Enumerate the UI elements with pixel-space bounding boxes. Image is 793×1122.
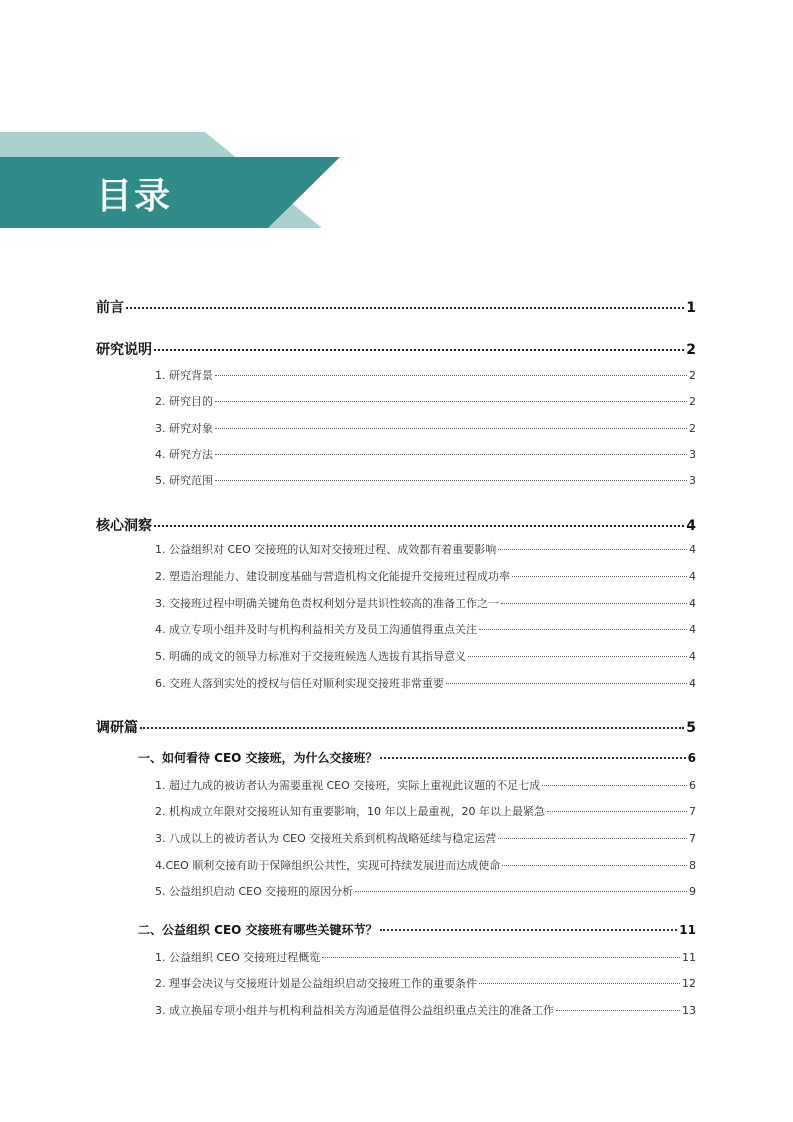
toc-label: 4.CEO 顺利交接有助于保障组织公共性，实现可持续发展进而达成使命 <box>155 859 501 872</box>
toc-subitem[interactable] <box>155 857 696 873</box>
toc-subitem[interactable] <box>155 541 696 557</box>
dot-leader <box>468 656 687 657</box>
toc-page-number: 4 <box>689 623 696 636</box>
dot-leader <box>215 401 687 402</box>
toc-label: 调研篇 <box>96 720 138 736</box>
toc-label: 1. 公益组织 CEO 交接班过程概览 <box>155 951 321 964</box>
dot-leader <box>355 891 687 892</box>
toc-subitem[interactable] <box>155 648 696 664</box>
banner-shapes <box>0 0 793 260</box>
page-title: 目录 <box>96 175 173 217</box>
toc-subitem[interactable] <box>155 446 696 462</box>
dot-leader <box>215 375 687 376</box>
toc-page-number: 6 <box>689 779 696 792</box>
toc-label: 5. 研究范围 <box>155 474 213 487</box>
toc-page-number: 9 <box>689 885 696 898</box>
toc-label: 2. 机构成立年限对交接班认知有重要影响，10 年以上最重视，20 年以上最紧急 <box>155 805 545 818</box>
toc-page-number: 4 <box>689 650 696 663</box>
toc-page-number: 7 <box>689 832 696 845</box>
toc-page-number: 7 <box>689 805 696 818</box>
toc-page-number: 8 <box>689 859 696 872</box>
toc-label: 4. 成立专项小组并及时与机构利益相关方及员工沟通值得重点关注 <box>155 623 477 636</box>
toc-page-number: 2 <box>689 369 696 382</box>
toc-subitem[interactable] <box>155 621 696 637</box>
toc-label: 2. 塑造治理能力、建设制度基础与营造机构文化能提升交接班过程成功率 <box>155 570 510 583</box>
dot-leader <box>479 983 680 984</box>
toc-subitem[interactable] <box>155 830 696 846</box>
toc-label: 5. 公益组织启动 CEO 交接班的原因分析 <box>155 885 354 898</box>
toc-label: 1. 超过九成的被访者认为需要重视 CEO 交接班，实际上重视此议题的不足七成 <box>155 779 541 792</box>
toc-section[interactable] <box>138 921 696 938</box>
toc-subitem[interactable] <box>155 883 696 899</box>
toc-subitem[interactable] <box>155 420 696 436</box>
toc-label: 1. 公益组织对 CEO 交接班的认知对交接班过程、成效都有着重要影响 <box>155 543 497 556</box>
toc-chapter[interactable] <box>96 515 696 535</box>
toc-label: 3. 交接班过程中明确关键角色责权利划分是共识性较高的准备工作之一 <box>155 597 499 610</box>
toc-page-number: 4 <box>686 518 696 534</box>
toc-page-number: 2 <box>686 342 696 358</box>
dot-leader <box>479 629 687 630</box>
toc-label: 6. 交班人落到实处的授权与信任对顺利实现交接班非常重要 <box>155 677 444 690</box>
dot-leader <box>215 454 687 455</box>
dot-leader <box>215 428 687 429</box>
toc-page-number: 4 <box>689 543 696 556</box>
toc-subitem[interactable] <box>155 472 696 488</box>
toc-page-number: 4 <box>689 677 696 690</box>
dot-leader <box>512 576 687 577</box>
toc-page-number: 6 <box>687 751 696 765</box>
dot-leader <box>380 757 686 759</box>
dot-leader <box>380 929 678 931</box>
toc-page-number: 11 <box>682 951 696 964</box>
dot-leader <box>126 307 684 309</box>
dot-leader <box>322 957 680 958</box>
toc-label: 4. 研究方法 <box>155 448 213 461</box>
toc-label: 2. 理事会决议与交接班计划是公益组织启动交接班工作的重要条件 <box>155 977 477 990</box>
toc-page-number: 4 <box>689 570 696 583</box>
dot-leader <box>446 683 687 684</box>
toc-page-number: 11 <box>679 923 696 937</box>
toc-page-number: 2 <box>689 395 696 408</box>
toc-label: 核心洞察 <box>96 518 152 534</box>
toc-page-number: 4 <box>689 597 696 610</box>
dot-leader <box>501 603 687 604</box>
toc-subitem[interactable] <box>155 777 696 793</box>
toc-label: 1. 研究背景 <box>155 369 213 382</box>
toc-subitem[interactable] <box>155 949 696 965</box>
toc-chapter[interactable] <box>96 297 696 317</box>
dot-leader <box>154 525 684 527</box>
toc-label: 二、公益组织 CEO 交接班有哪些关键环节？ <box>138 923 378 937</box>
dot-leader <box>140 727 684 729</box>
dot-leader <box>542 785 687 786</box>
toc-label: 3. 研究对象 <box>155 422 213 435</box>
toc-chapter[interactable] <box>96 339 696 359</box>
toc-label: 2. 研究目的 <box>155 395 213 408</box>
toc-page-number: 13 <box>682 1004 696 1017</box>
header-banner <box>0 0 793 260</box>
toc-page-number: 5 <box>686 720 696 736</box>
dot-leader <box>502 865 687 866</box>
toc-section[interactable] <box>138 749 696 766</box>
toc-page-number: 3 <box>689 474 696 487</box>
toc-label: 3. 成立换届专项小组并与机构利益相关方沟通是值得公益组织重点关注的准备工作 <box>155 1004 554 1017</box>
dot-leader <box>556 1010 680 1011</box>
toc-page-number: 1 <box>686 300 696 316</box>
dot-leader <box>498 549 687 550</box>
toc-subitem[interactable] <box>155 975 696 991</box>
toc-subitem[interactable] <box>155 393 696 409</box>
toc-label: 3. 八成以上的被访者认为 CEO 交接班关系到机构战略延续与稳定运营 <box>155 832 497 845</box>
toc-subitem[interactable] <box>155 675 696 691</box>
toc-subitem[interactable] <box>155 803 696 819</box>
dot-leader <box>215 480 687 481</box>
toc-chapter[interactable] <box>96 717 696 737</box>
toc-subitem[interactable] <box>155 595 696 611</box>
dot-leader <box>547 811 687 812</box>
toc-page-number: 3 <box>689 448 696 461</box>
toc-label: 5. 明确的成文的领导力标准对于交接班候选人选拔有其指导意义 <box>155 650 466 663</box>
toc-subitem[interactable] <box>155 367 696 383</box>
toc-label: 一、如何看待 CEO 交接班，为什么交接班？ <box>138 751 378 765</box>
toc-subitem[interactable] <box>155 1002 696 1018</box>
toc-subitem[interactable] <box>155 568 696 584</box>
toc-label: 前言 <box>96 300 124 316</box>
dot-leader <box>154 349 684 351</box>
toc-label: 研究说明 <box>96 342 152 358</box>
toc-page-number: 2 <box>689 422 696 435</box>
toc-page-number: 12 <box>682 977 696 990</box>
dot-leader <box>498 838 687 839</box>
